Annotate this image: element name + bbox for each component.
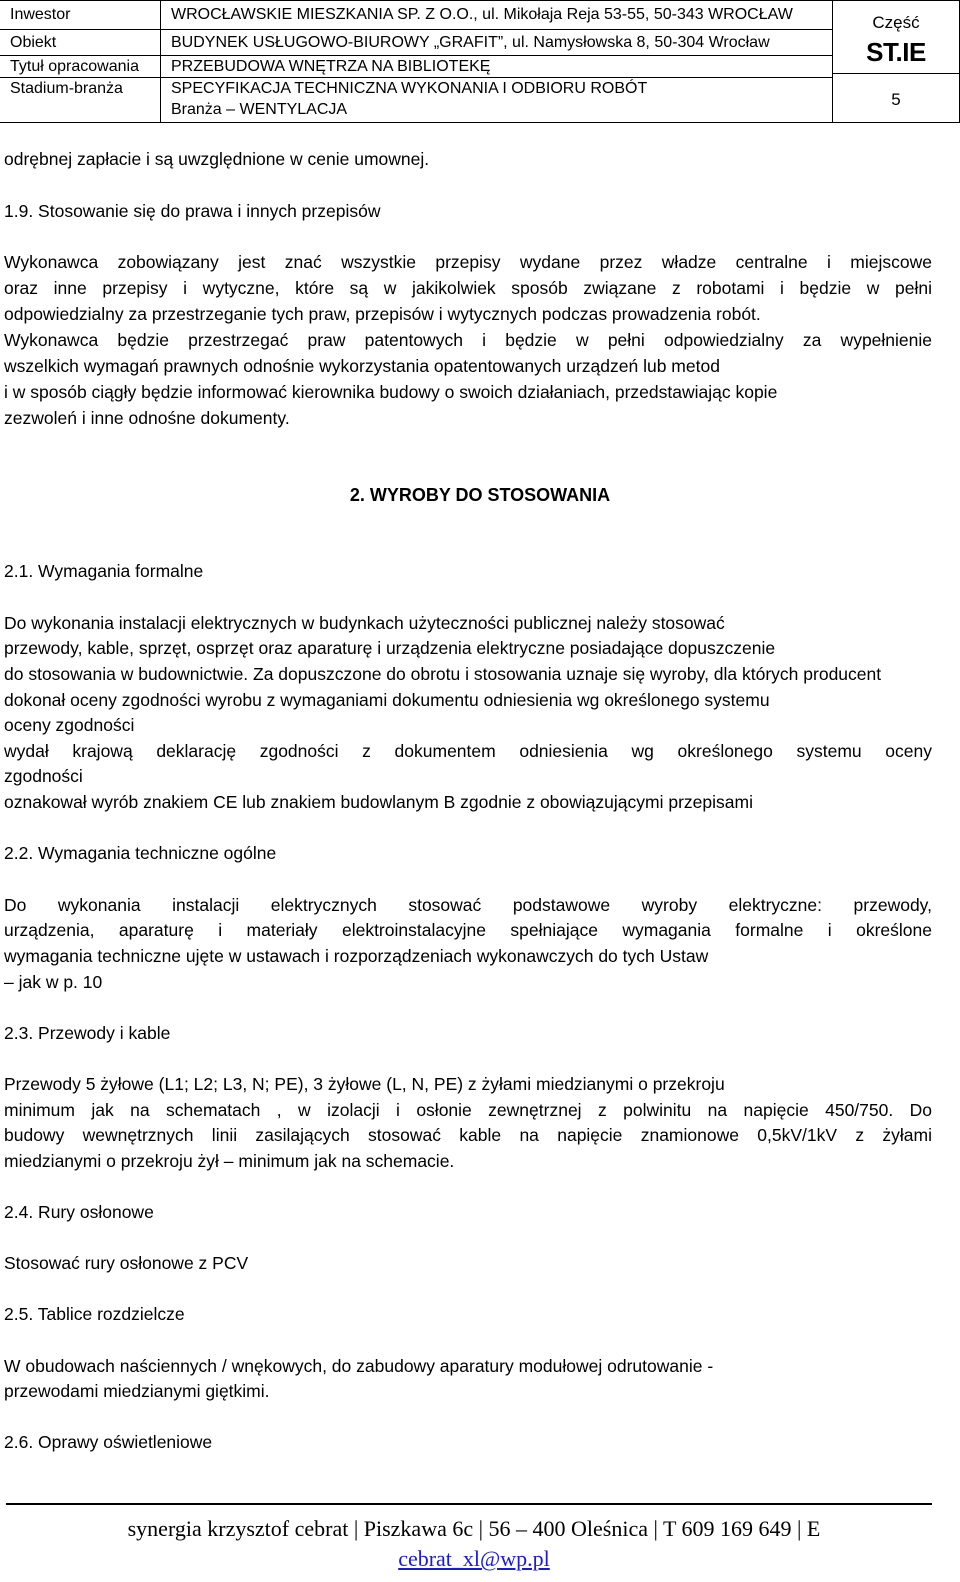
page-number: 5 bbox=[891, 90, 901, 109]
header-value-stage: SPECYFIKACJA TECHNICZNA WYKONANIA I ODBIORU ROBÓT bbox=[171, 80, 648, 97]
header-label-investor: Inwestor bbox=[10, 6, 71, 23]
part-label: Część bbox=[872, 13, 920, 32]
paragraph-line: budowy wewnętrznych linii zasilających stosować kable na napięcie znamionowe 0,5kV/1kV z żyłami bbox=[4, 1125, 932, 1145]
paragraph-line: wszelkich wymagań prawnych odnośnie wykorzystania opatentowanych urządzeń lub metod bbox=[4, 356, 720, 376]
chapter-heading-2: 2. WYROBY DO STOSOWANIA bbox=[349, 485, 611, 505]
paragraph-line: przewodami miedzianymi giętkimi. bbox=[4, 1381, 270, 1401]
paragraph-line: Do wykonania instalacji elektrycznych w budynkach użyteczności publicznej należy stosować bbox=[4, 613, 725, 633]
paragraph-line: W obudowach naściennych / wnękowych, do zabudowy aparatury modułowej odrutowanie - bbox=[4, 1356, 714, 1376]
paragraph-line: oraz inne przepisy i wytyczne, które są w jakikolwiek sposób związane z robotami i będzie w pełni bbox=[4, 278, 932, 298]
section-heading-1-9: 1.9. Stosowanie się do prawa i innych przepisów bbox=[4, 201, 381, 221]
header-divider bbox=[160, 1, 161, 123]
footer-email-link[interactable]: cebrat_xl@wp.pl bbox=[398, 1546, 550, 1571]
paragraph-line: przewody, kable, sprzęt, osprzęt oraz aparaturę i urządzenia elektryczne posiadające dopuszczenie bbox=[4, 638, 776, 658]
header-rule bbox=[832, 73, 960, 74]
header-value-title: PRZEBUDOWA WNĘTRZA NA BIBLIOTEKĘ bbox=[171, 58, 491, 75]
paragraph-line: zezwoleń i inne odnośne dokumenty. bbox=[4, 408, 290, 428]
footer-contact: synergia krzysztof cebrat | Piszkawa 6c | 56 – 400 Oleśnica | T 609 169 649 | E bbox=[127, 1516, 821, 1541]
paragraph-line: do stosowania w budownictwie. Za dopuszczone do obrotu i stosowania uznaje się wyroby, dla których producent bbox=[4, 664, 882, 684]
header-label-stage: Stadium-branża bbox=[10, 80, 123, 97]
list-item-continuation: oceny zgodności bbox=[4, 715, 135, 735]
header-rule bbox=[0, 77, 832, 78]
header-label-object: Obiekt bbox=[10, 34, 57, 51]
header-rule bbox=[0, 29, 832, 30]
header-label-title: Tytuł opracowania bbox=[10, 58, 139, 75]
header-rule bbox=[0, 55, 832, 56]
paragraph-line: minimum jak na schematach , w izolacji i osłonie zewnętrznej z polwinitu na napięcie 450/750. Do bbox=[4, 1100, 932, 1120]
section-heading-2-5: 2.5. Tablice rozdzielcze bbox=[4, 1304, 185, 1324]
header-value-branch: Branża – WENTYLACJA bbox=[171, 101, 348, 118]
paragraph-line: odpowiedzialny za przestrzeganie tych praw, przepisów i wytycznych podczas prowadzenia robót. bbox=[4, 304, 761, 324]
paragraph-line: Wykonawca zobowiązany jest znać wszystkie przepisy wydane przez władze centralne i miejscowe bbox=[4, 252, 932, 272]
section-heading-2-4: 2.4. Rury osłonowe bbox=[4, 1202, 154, 1222]
document-header bbox=[0, 0, 960, 123]
section-heading-2-2: 2.2. Wymagania techniczne ogólne bbox=[4, 843, 277, 863]
paragraph-line: Stosować rury osłonowe z PCV bbox=[4, 1253, 249, 1273]
paragraph-line: Do wykonania instalacji elektrycznych stosować podstawowe wyroby elektryczne: przewody, bbox=[4, 895, 932, 915]
paragraph-line: – jak w p. 10 bbox=[4, 972, 103, 992]
list-item: wydał krajową deklarację zgodności z dokumentem odniesienia wg określonego systemu oceny bbox=[4, 741, 932, 761]
part-code: ST.IE bbox=[866, 37, 926, 67]
paragraph-line: wymagania techniczne ujęte w ustawach i rozporządzeniach wykonawczych do tych Ustaw bbox=[4, 946, 709, 966]
section-heading-2-3: 2.3. Przewody i kable bbox=[4, 1023, 171, 1043]
section-heading-2-6: 2.6. Oprawy oświetleniowe bbox=[4, 1432, 213, 1452]
paragraph-line: miedzianymi o przekroju żył – minimum jak na schemacie. bbox=[4, 1151, 455, 1171]
paragraph-line: odrębnej zapłacie i są uwzględnione w cenie umownej. bbox=[4, 149, 430, 169]
header-value-object: BUDYNEK USŁUGOWO-BIUROWY „GRAFIT”, ul. Namysłowska 8, 50-304 Wrocław bbox=[171, 34, 770, 51]
list-item-continuation: zgodności bbox=[4, 766, 83, 786]
paragraph-line: Wykonawca będzie przestrzegać praw patentowych i będzie w pełni odpowiedzialny za wypełnienie bbox=[4, 330, 932, 350]
section-heading-2-1: 2.1. Wymagania formalne bbox=[4, 561, 204, 581]
header-value-investor: WROCŁAWSKIE MIESZKANIA SP. Z O.O., ul. Mikołaja Reja 53-55, 50-343 WROCŁAW bbox=[171, 6, 793, 23]
paragraph-line: i w sposób ciągły będzie informować kierownika budowy o swoich działaniach, przedstawiając kopie bbox=[4, 382, 778, 402]
list-item: oznakował wyrób znakiem CE lub znakiem budowlanym B zgodnie z obowiązującymi przepisami bbox=[4, 792, 753, 812]
paragraph-line: Przewody 5 żyłowe (L1; L2; L3, N; PE), 3 żyłowe (L, N, PE) z żyłami miedzianymi o przekroju bbox=[4, 1074, 725, 1094]
paragraph-line: urządzenia, aparaturę i materiały elektroinstalacyjne spełniające wymagania formalne i określone bbox=[4, 920, 932, 940]
footer-rule bbox=[6, 1503, 932, 1505]
list-item: dokonał oceny zgodności wyrobu z wymaganiami dokumentu odniesienia wg określonego systemu bbox=[4, 690, 770, 710]
